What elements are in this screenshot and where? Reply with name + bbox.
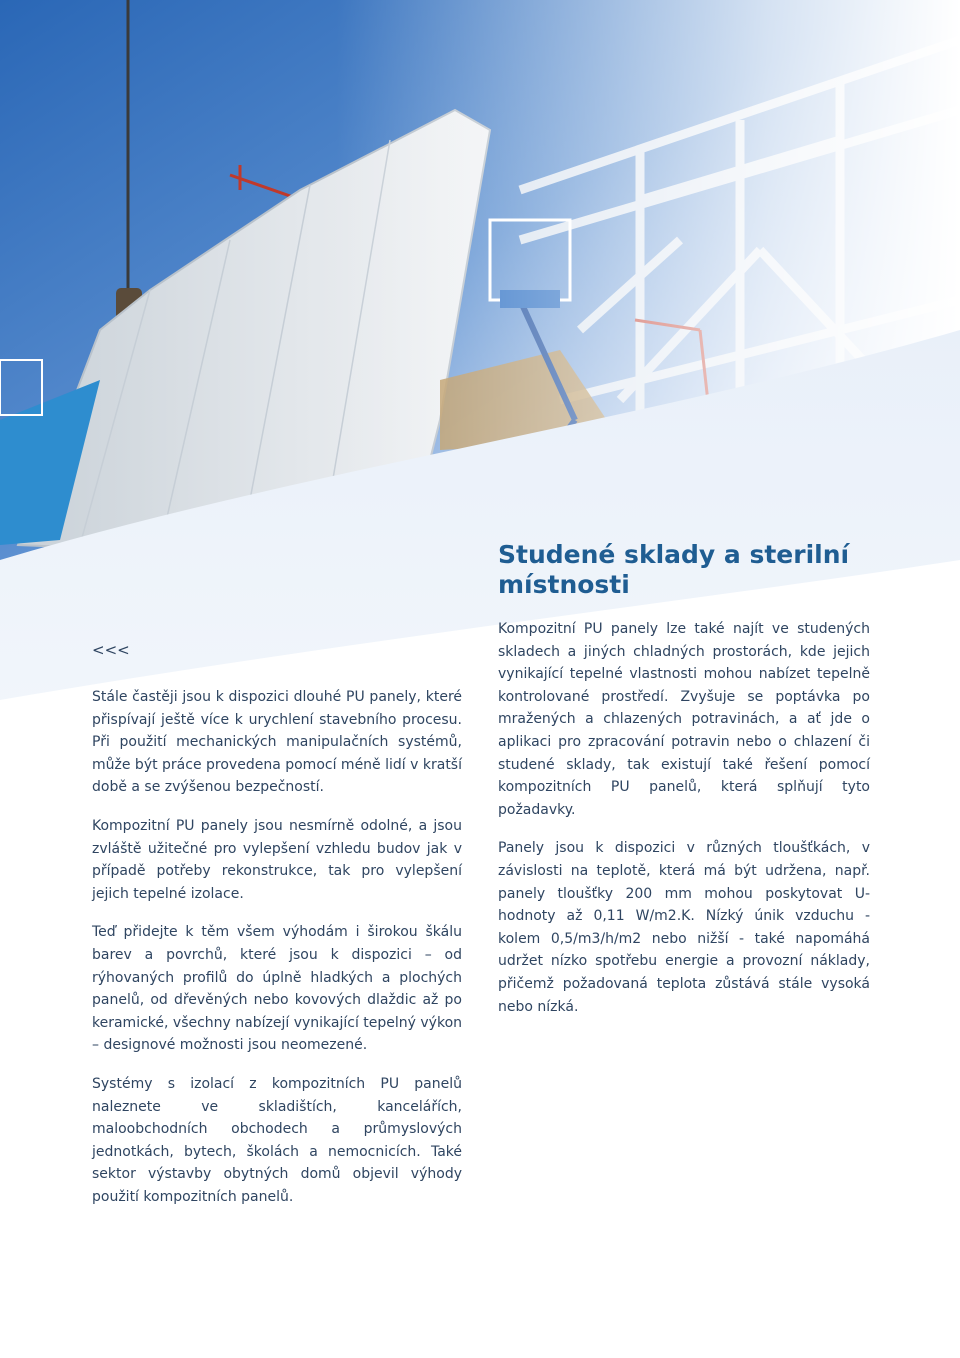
paragraph: Kompozitní PU panely jsou nesmírně odolné, a jsou zvláště užitečné pro vylepšení vzhledu budov jak v případě potřeby rekonstrukce, tak pro vylepšení jejich tepelné izolace.	[92, 817, 462, 902]
paragraph: Panely jsou k dispozici v různých tloušťkách, v závislosti na teplotě, která má být udržena, např. panely tloušťky 200 mm mohou poskytovat U-hodnoty až 0,11 W/m2.K. Nízký únik vzduchu - kolem 0,5/m3/h/m2 nebo nižší - také napomáhá udržet nízko spotřebu energie a provozní náklady, přičemž požadovaná teplota zůstává stále vysoká nebo nízká.	[498, 840, 870, 1015]
right-column	[498, 618, 870, 1034]
paragraph: Kompozitní PU panely lze také najít ve studených skladech a jiných chladných prostorách, kde jejich vynikající tepelné vlastnosti mohou nabízet tepelně kontrolované prostředí. Zvyšuje se poptávka po mražených a chlazených potravinách, a ať jde o aplikaci pro zpracování potravin nebo o chlazení či studené sklady, tak existují také řešení pomocí kompozitních PU panelů, která splňují tyto požadavky.	[498, 621, 870, 818]
back-marker[interactable]: <<<	[92, 641, 130, 659]
paragraph: Systémy s izolací z kompozitních PU panelů naleznete ve skladištích, kancelářích, maloobchodních obchodech a průmyslových jednotkách, bytech, školách a nemocnicích. Také sektor výstavby obytných domů objevil výhody použití kompozitních panelů.	[92, 1075, 462, 1205]
section-title: Studené sklady a sterilní místnosti	[498, 540, 850, 599]
left-column	[92, 686, 462, 1224]
paragraph: Teď přidejte k těm všem výhodám i širokou škálu barev a povrchů, které jsou k dispozici – od rýhovaných profilů do úplně hladkých a plochých panelů, od dřevěných nebo kovových dlaždic až po keramické, všechny nabízejí vynikající tepelný výkon – designové možnosti jsou neomezené.	[92, 924, 463, 1054]
paragraph: Stále častěji jsou k dispozici dlouhé PU panely, které přispívají ještě více k urychlení stavebního procesu. Při použití mechanických manipulačních systémů, může být práce provedena pomocí méně lidí v kratší době a se zvýšenou bezpečností.	[92, 689, 462, 796]
